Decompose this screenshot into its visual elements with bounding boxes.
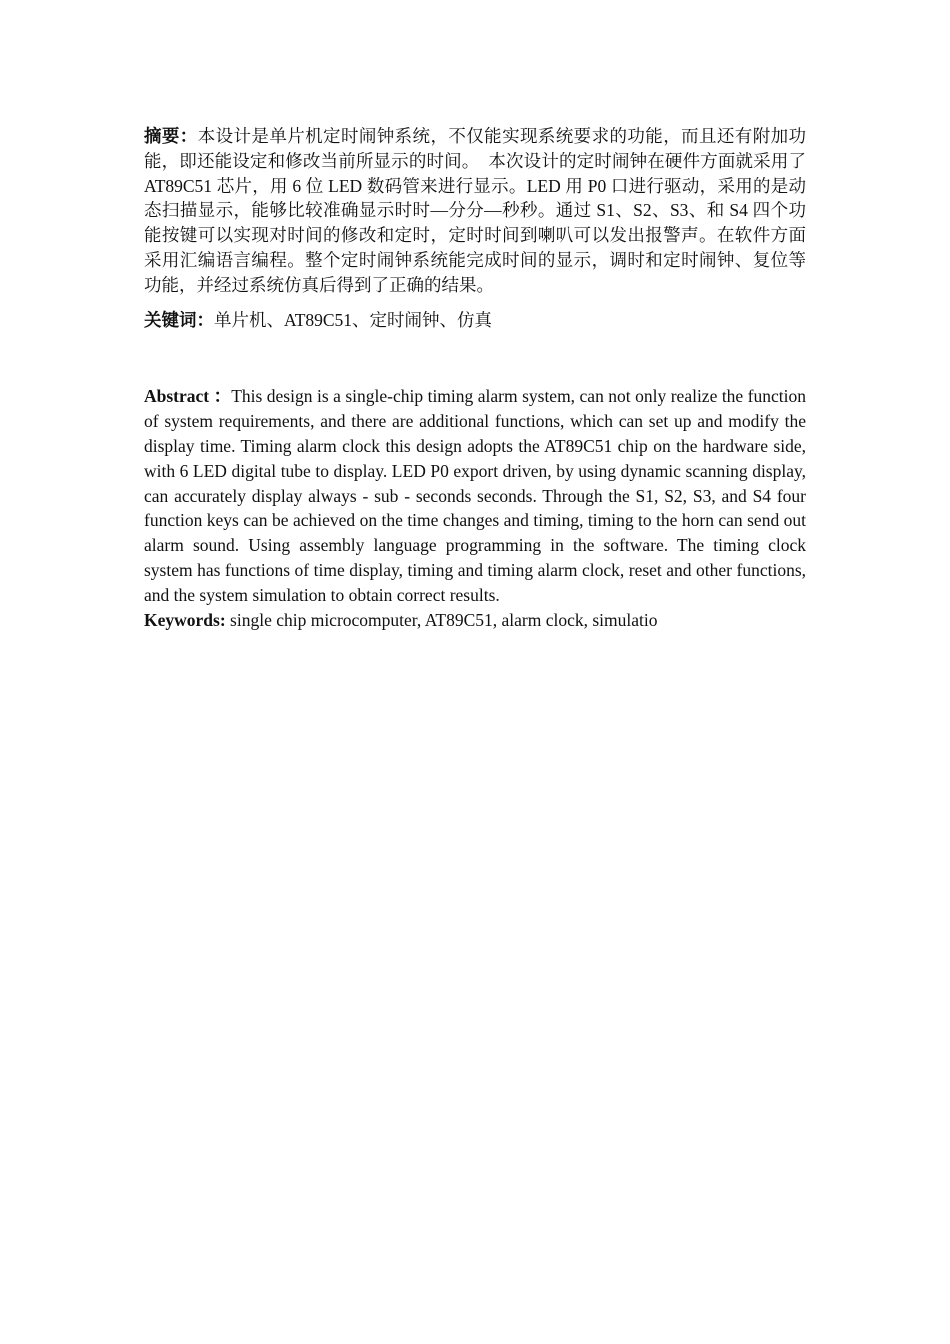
- abstract-content: [144, 124, 806, 632]
- chinese-abstract-text: 本设计是单片机定时闹钟系统，不仅能实现系统要求的功能，而且还有附加功能，即还能设定和修改当前所显示的时间。 本次设计的定时闹钟在硬件方面就采用了 AT89C51 芯片，用 6 位 LED 数码管来进行显示。LED 用 P0 口进行驱动，采用的是动态扫描显示，能够比较准确显示时时—分分—秒秒。通过 S1、S2、S3、和 S4 四个功能按键可以实现对时间的修改和定时，定时时间到喇叭可以发出报警声。在软件方面采用汇编语言编程。整个定时闹钟系统能完成时间的显示，调时和定时闹钟、复位等功能，并经过系统仿真后得到了正确的结果。: [144, 126, 807, 295]
- chinese-keywords: [144, 308, 806, 333]
- chinese-keywords-text: 单片机、AT89C51、定时闹钟、仿真: [214, 309, 493, 330]
- english-abstract: [144, 384, 806, 607]
- english-abstract-label: Abstract ：: [144, 386, 232, 407]
- chinese-abstract-label: 摘要：: [144, 126, 198, 146]
- english-keywords-label: Keywords:: [144, 609, 226, 630]
- chinese-keywords-label: 关键词：: [144, 309, 214, 330]
- english-keywords-text: single chip microcomputer, AT89C51, alarm clock, simulatio: [225, 609, 658, 630]
- english-abstract-text: This design is a single-chip timing alarm system, can not only realize the function of system requirements, and there are additional functions, which can set up and modify the display time. Timing alarm clock this design adopts the AT89C51 chip on the hardware side, with 6 LED digital tube to display. LED P0 export driven, by using dynamic scanning display, can accurately display always - sub - seconds seconds. Through the S1, S2, S3, and S4 four function keys can be achieved on the time changes and timing, timing to the horn can send out alarm sound. Using assembly language programming in the software. The timing clock system has functions of time display, timing and timing alarm clock, reset and other functions, and the system simulation to obtain correct results.: [144, 386, 806, 605]
- english-keywords: [144, 608, 806, 633]
- chinese-abstract: [144, 124, 806, 298]
